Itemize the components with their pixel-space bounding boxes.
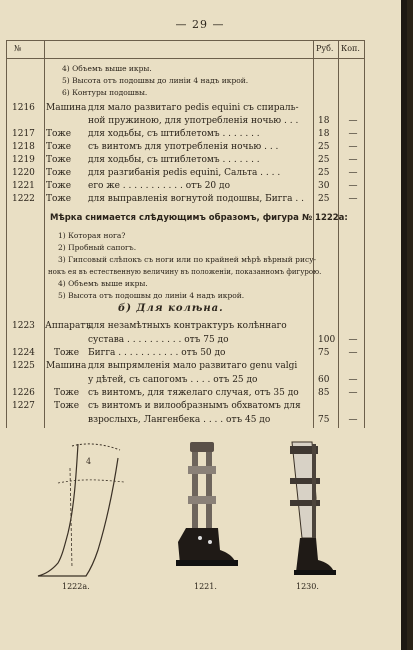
item-description: съ винтомъ и вилообразнымъ обхватомъ для (88, 401, 301, 411)
item-description: для незамѣтныхъ контрактуръ колѣннаго (88, 321, 287, 331)
item-number: 1216 (12, 103, 35, 113)
item-description: для мало развитаго pedis equini съ спираль- (88, 103, 299, 113)
num-column-rule (44, 40, 45, 428)
rub-column-rule (313, 40, 314, 428)
price-kop: — (348, 129, 358, 139)
item-number: 1220 (12, 168, 35, 178)
foot-brace-illustration (160, 438, 240, 578)
svg-text:4: 4 (86, 457, 92, 466)
item-name: Тоже (54, 348, 80, 358)
item-name: Тоже (54, 388, 80, 398)
item-name: Тоже (46, 129, 72, 139)
item-name: Машина (46, 103, 87, 113)
leg-outline-illustration (28, 438, 138, 578)
price-rub: 25 (318, 168, 330, 178)
figure-caption: 1221. (194, 582, 217, 591)
item-name: Тоже (54, 401, 80, 411)
item-description: взрослыхъ, Лангенбека . . . . отъ 45 до (88, 415, 271, 425)
price-kop: — (348, 155, 358, 165)
price-kop: — (348, 415, 358, 425)
item-description: для выправленія вогнутой подошвы, Бигга . . (88, 194, 304, 204)
item-number: 1219 (12, 155, 35, 165)
figure-caption: 1222а. (62, 582, 90, 591)
price-rub: 25 (318, 155, 330, 165)
item-description: для ходьбы, съ штиблетомъ . . . . . . . (88, 129, 260, 139)
list-item: 6) Контуры подошвы. (62, 88, 148, 97)
item-name: Тоже (46, 168, 72, 178)
price-kop: — (348, 335, 358, 345)
item-description: съ винтомъ для употребленія ночью . . . (88, 142, 279, 152)
list-item: 5) Высота отъ подошвы до линіи 4 надъ икрой. (62, 76, 249, 85)
price-kop: — (348, 142, 358, 152)
price-rub: 18 (318, 129, 330, 139)
book-spine-edge (401, 0, 407, 650)
price-kop: — (348, 194, 358, 204)
price-kop: — (348, 375, 358, 385)
header-kop: Коп. (341, 44, 360, 53)
item-name: Тоже (46, 142, 72, 152)
item-name: Тоже (46, 155, 72, 165)
list-item: 4) Объемъ выше икры. (58, 279, 148, 288)
item-description: ной пружиною, для употребленія ночью . . . (88, 116, 299, 126)
item-description: для ходьбы, съ штиблетомъ . . . . . . . (88, 155, 260, 165)
item-name: Тоже (46, 181, 72, 191)
list-item: 5) Высота отъ подошвы до линіи 4 надъ икрой. (58, 291, 245, 300)
item-description: его же . . . . . . . . . . . отъ 20 до (88, 181, 230, 191)
table-right-border (364, 40, 365, 428)
price-rub: 18 (318, 116, 330, 126)
item-description: сустава . . . . . . . . . . отъ 75 до (88, 335, 229, 345)
price-rub: 25 (318, 194, 330, 204)
page-number: — 29 — (175, 18, 225, 31)
item-name: Аппаратъ (45, 321, 92, 331)
price-rub: 85 (318, 388, 330, 398)
list-item: 2) Пробный сапогъ. (58, 243, 137, 252)
item-description: Бигга . . . . . . . . . . . отъ 50 до (88, 348, 226, 358)
item-name: Машина (46, 361, 87, 371)
table-left-border (6, 40, 7, 428)
item-number: 1217 (12, 129, 35, 139)
measure-heading: Мѣрка снимается слѣдующимъ образомъ, фигура № 1222а: (50, 213, 348, 223)
list-item: нокъ ея въ естественную величину въ положеніи, показанномъ фигурою. (48, 268, 322, 276)
list-item: 3) Гипсовый слѣпокъ съ ноги или по крайней мѣрѣ вѣрный рису- (58, 255, 317, 264)
item-name: Тоже (46, 194, 72, 204)
kop-column-rule (338, 40, 339, 428)
knee-brace-illustration (272, 438, 342, 578)
item-number: 1221 (12, 181, 35, 191)
figure-caption: 1230. (296, 582, 319, 591)
price-rub: 25 (318, 142, 330, 152)
price-kop: — (348, 116, 358, 126)
price-rub: 60 (318, 375, 330, 385)
item-number: 1218 (12, 142, 35, 152)
item-number: 1222 (12, 194, 35, 204)
price-kop: — (348, 348, 358, 358)
item-description: для выпрямленія мало развитаго genu valgi (88, 361, 298, 371)
price-kop: — (348, 168, 358, 178)
header-rub: Руб. (316, 44, 334, 53)
section-title: б) Для колѣна. (118, 303, 224, 314)
item-number: 1223 (12, 321, 35, 331)
table-top-rule (6, 40, 364, 41)
item-description: для разгибанія pedis equini, Сальта . . . . (88, 168, 281, 178)
item-description: съ винтомъ, для тяжелаго случая, отъ 35 до (88, 388, 299, 398)
price-rub: 75 (318, 348, 330, 358)
price-rub: 100 (318, 335, 336, 345)
item-number: 1227 (12, 401, 35, 411)
price-kop: — (348, 388, 358, 398)
header-num: № (14, 44, 22, 53)
item-number: 1225 (12, 361, 35, 371)
table-header-rule (6, 58, 364, 59)
list-item: 4) Объемъ выше икры. (62, 64, 152, 73)
price-kop: — (348, 181, 358, 191)
price-rub: 30 (318, 181, 330, 191)
item-number: 1226 (12, 388, 35, 398)
item-number: 1224 (12, 348, 35, 358)
list-item: 1) Которая нога? (58, 231, 126, 240)
price-rub: 75 (318, 415, 330, 425)
item-description: у дѣтей, съ сапогомъ . . . . отъ 25 до (88, 375, 258, 385)
